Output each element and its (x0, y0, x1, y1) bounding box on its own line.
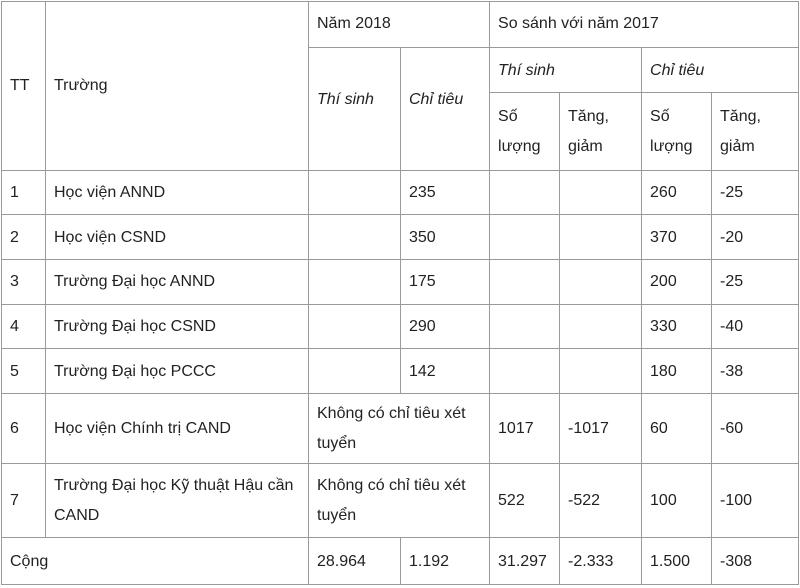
row-ct-tang-giam: -40 (712, 304, 799, 349)
admissions-table (1, 1, 799, 585)
header-tang-giam-chi-tieu: Tăng, giảm (712, 93, 799, 170)
row-chi-tieu-2018: 142 (401, 349, 490, 394)
table-row (2, 464, 799, 538)
row-ts-tang-giam (560, 170, 642, 215)
row-tt: 7 (2, 464, 46, 538)
row-thi-sinh-2018 (309, 170, 401, 215)
row-thi-sinh-2018 (309, 304, 401, 349)
row-thi-sinh-2018 (309, 259, 401, 304)
row-ct-tang-giam: -25 (712, 259, 799, 304)
header-so-luong-chi-tieu: Số lượng (642, 93, 712, 170)
row-ct-tang-giam: -60 (712, 394, 799, 464)
header-truong: Trường (46, 2, 309, 171)
row-ct-so-luong: 60 (642, 394, 712, 464)
row-ct-so-luong: 200 (642, 259, 712, 304)
row-ts-so-luong (490, 170, 560, 215)
row-tt: 1 (2, 170, 46, 215)
row-ts-tang-giam: -522 (560, 464, 642, 538)
row-tt: 4 (2, 304, 46, 349)
row-note: Không có chỉ tiêu xét tuyển (309, 394, 490, 464)
row-ts-so-luong (490, 304, 560, 349)
row-ts-tang-giam (560, 215, 642, 260)
row-ts-so-luong: 1017 (490, 394, 560, 464)
header-cmp-chi-tieu: Chỉ tiêu (642, 47, 799, 93)
total-thi-sinh-2018: 28.964 (309, 538, 401, 585)
row-ct-tang-giam: -20 (712, 215, 799, 260)
total-chi-tieu-2018: 1.192 (401, 538, 490, 585)
header-tang-giam-thi-sinh: Tăng, giảm (560, 93, 642, 170)
row-ts-so-luong: 522 (490, 464, 560, 538)
row-ct-so-luong: 260 (642, 170, 712, 215)
header-nam-2018: Năm 2018 (309, 2, 490, 48)
total-ct-tang-giam: -308 (712, 538, 799, 585)
row-name: Học viện ANND (46, 170, 309, 215)
total-row (2, 538, 799, 585)
header-chi-tieu-2018: Chỉ tiêu (401, 47, 490, 170)
row-tt: 3 (2, 259, 46, 304)
row-ts-so-luong (490, 349, 560, 394)
table-row (2, 394, 799, 464)
row-ct-so-luong: 370 (642, 215, 712, 260)
row-chi-tieu-2018: 175 (401, 259, 490, 304)
row-ts-tang-giam: -1017 (560, 394, 642, 464)
row-ts-tang-giam (560, 304, 642, 349)
row-ct-so-luong: 330 (642, 304, 712, 349)
row-ct-so-luong: 180 (642, 349, 712, 394)
row-name: Học viện CSND (46, 215, 309, 260)
header-tt: TT (2, 2, 46, 171)
row-name: Trường Đại học PCCC (46, 349, 309, 394)
row-chi-tieu-2018: 290 (401, 304, 490, 349)
total-ts-so-luong: 31.297 (490, 538, 560, 585)
total-label: Cộng (2, 538, 309, 585)
row-ts-so-luong (490, 215, 560, 260)
header-so-sanh: So sánh với năm 2017 (490, 2, 799, 48)
header-thi-sinh-2018: Thí sinh (309, 47, 401, 170)
total-ts-tang-giam: -2.333 (560, 538, 642, 585)
table-row (2, 259, 799, 304)
row-ct-tang-giam: -38 (712, 349, 799, 394)
total-ct-so-luong: 1.500 (642, 538, 712, 585)
row-tt: 2 (2, 215, 46, 260)
row-thi-sinh-2018 (309, 349, 401, 394)
row-chi-tieu-2018: 350 (401, 215, 490, 260)
row-tt: 5 (2, 349, 46, 394)
header-so-luong-thi-sinh: Số lượng (490, 93, 560, 170)
row-tt: 6 (2, 394, 46, 464)
row-name: Trường Đại học ANND (46, 259, 309, 304)
row-note: Không có chỉ tiêu xét tuyển (309, 464, 490, 538)
row-name: Trường Đại học CSND (46, 304, 309, 349)
row-thi-sinh-2018 (309, 215, 401, 260)
row-ct-tang-giam: -25 (712, 170, 799, 215)
table-row (2, 349, 799, 394)
table-row (2, 170, 799, 215)
header-cmp-thi-sinh: Thí sinh (490, 47, 642, 93)
row-name: Học viện Chính trị CAND (46, 394, 309, 464)
row-ts-tang-giam (560, 259, 642, 304)
row-ts-so-luong (490, 259, 560, 304)
header-row-1 (2, 2, 799, 48)
table-row (2, 304, 799, 349)
table-row (2, 215, 799, 260)
row-ct-tang-giam: -100 (712, 464, 799, 538)
row-ts-tang-giam (560, 349, 642, 394)
row-chi-tieu-2018: 235 (401, 170, 490, 215)
row-ct-so-luong: 100 (642, 464, 712, 538)
row-name: Trường Đại học Kỹ thuật Hậu cần CAND (46, 464, 309, 538)
